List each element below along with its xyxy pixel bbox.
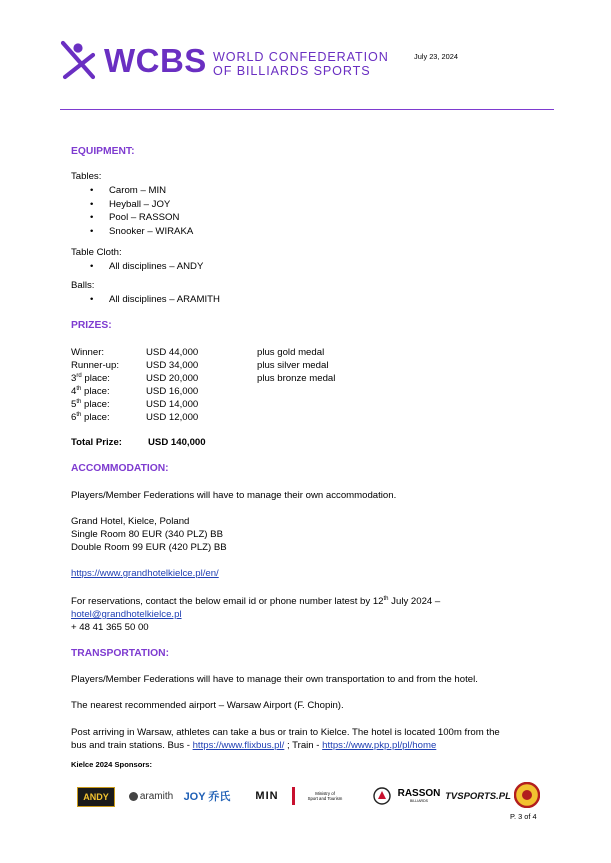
org-name-line2: OF BILLIARDS SPORTS xyxy=(213,64,371,78)
prize-amount: USD 20,000 xyxy=(146,373,199,384)
total-prize-value: USD 140,000 xyxy=(148,437,206,448)
logo-text: WCBS xyxy=(104,42,207,79)
double-room-rate: Double Room 99 EUR (420 PLZ) BB xyxy=(71,542,227,553)
aramith-logo: aramith xyxy=(121,787,181,805)
prize-amount: USD 16,000 xyxy=(146,386,199,397)
org-name-line1: WORLD CONFEDERATION xyxy=(213,50,389,64)
prize-amount: USD 34,000 xyxy=(146,360,199,371)
wcbs-logo-icon xyxy=(60,40,96,80)
page-number: P. 3 of 4 xyxy=(510,812,537,821)
train-link[interactable]: https://www.pkp.pl/pl/home xyxy=(322,740,437,751)
header-divider xyxy=(60,109,554,110)
single-room-rate: Single Room 80 EUR (340 PLZ) BB xyxy=(71,529,223,540)
aramith-icon xyxy=(129,792,138,801)
prizes-heading: PRIZES: xyxy=(71,320,112,331)
tables-label: Tables: xyxy=(71,171,102,182)
prize-place: Winner: xyxy=(71,347,105,358)
joy-logo: JOY 乔氏 xyxy=(183,791,231,803)
accommodation-intro: Players/Member Federations will have to manage their own accommodation. xyxy=(71,490,397,501)
prize-amount: USD 44,000 xyxy=(146,347,199,358)
prize-extra: plus silver medal xyxy=(257,360,329,371)
tvsports-logo: TVSPORTS.PL xyxy=(445,790,511,802)
cloth-label: Table Cloth: xyxy=(71,247,122,258)
bullet-icon: • xyxy=(90,261,94,272)
shield-logo-icon xyxy=(372,787,392,805)
total-prize-label: Total Prize: xyxy=(71,437,122,448)
prize-amount: USD 14,000 xyxy=(146,399,199,410)
transportation-intro: Players/Member Federations will have to manage their own transportation to and from the hotel. xyxy=(71,674,478,685)
list-item: All disciplines – ARAMITH xyxy=(109,294,220,305)
prize-extra: plus gold medal xyxy=(257,347,325,358)
equipment-heading: EQUIPMENT: xyxy=(71,146,135,157)
hotel-phone: + 48 41 365 50 00 xyxy=(71,622,149,633)
transfer-note-line2: bus and train stations. Bus - https://www.flixbus.pl/ ; Train - https://www.pkp.pl/pl/home xyxy=(71,740,437,751)
bullet-icon: • xyxy=(90,212,94,223)
document-date: July 23, 2024 xyxy=(414,52,458,61)
transfer-note-line1: Post arriving in Warsaw, athletes can take a bus or train to Kielce. The hotel is located 100m from the xyxy=(71,727,500,738)
prize-place: 6th place: xyxy=(71,411,110,423)
accommodation-heading: ACCOMMODATION: xyxy=(71,463,169,474)
prize-place: 4th place: xyxy=(71,385,110,397)
list-item: Pool – RASSON xyxy=(109,212,180,223)
bullet-icon: • xyxy=(90,199,94,210)
balls-label: Balls: xyxy=(71,280,95,291)
list-item: Snooker – WIRAKA xyxy=(109,226,194,237)
list-item: All disciplines – ANDY xyxy=(109,261,204,272)
prize-place: 3rd place: xyxy=(71,372,110,384)
andy-logo: ANDY xyxy=(77,787,115,807)
prize-amount: USD 12,000 xyxy=(146,412,199,423)
airport-note: The nearest recommended airport – Warsaw Airport (F. Chopin). xyxy=(71,700,344,711)
hotel-website-link[interactable]: https://www.grandhotelkielce.pl/en/ xyxy=(71,568,219,579)
org-name xyxy=(213,50,389,78)
sponsors-label: Kielce 2024 Sponsors: xyxy=(71,760,153,769)
bullet-icon: • xyxy=(90,185,94,196)
list-item: Carom – MIN xyxy=(109,185,167,196)
hotel-name: Grand Hotel, Kielce, Poland xyxy=(71,516,190,527)
ministry-logo: Ministry of Sport and Tourism xyxy=(292,787,355,805)
reservation-note: For reservations, contact the below email id or phone number latest by 12th July 2024 – xyxy=(71,595,441,607)
list-item: Heyball – JOY xyxy=(109,199,171,210)
bullet-icon: • xyxy=(90,294,94,305)
transportation-heading: TRANSPORTATION: xyxy=(71,648,170,659)
prize-extra: plus bronze medal xyxy=(257,373,336,384)
bus-link[interactable]: https://www.flixbus.pl/ xyxy=(192,740,285,751)
prize-place: 5th place: xyxy=(71,398,110,410)
prize-place: Runner-up: xyxy=(71,360,119,371)
min-logo: MIN xyxy=(255,790,279,802)
hotel-email-link[interactable]: hotel@grandhotelkielce.pl xyxy=(71,609,182,620)
kielce-crest-icon xyxy=(514,782,540,808)
rasson-logo: RASSON BILLIARDS xyxy=(397,788,441,803)
bullet-icon: • xyxy=(90,226,94,237)
